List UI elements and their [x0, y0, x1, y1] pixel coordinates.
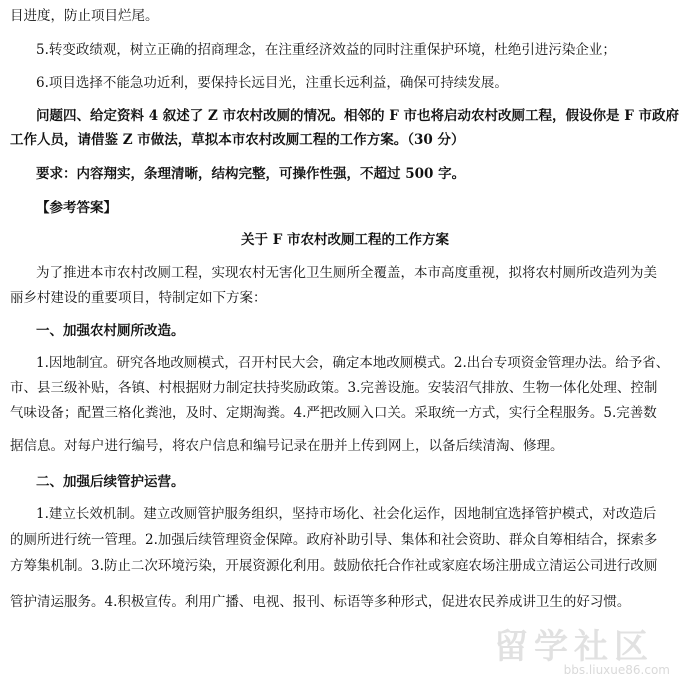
text-line: 目进度，防止项目烂尾。	[10, 8, 159, 24]
text-line: 据信息。对每户进行编号，将农户信息和编号记录在册并上传到网上，以备后续清淘、修理。	[10, 438, 564, 454]
text-line: 的厕所进行统一管理。2.加强后续管理资金保障。政府补助引导、集体和社会资助、群众自筹相结合，探索多	[10, 532, 658, 548]
text-line: 丽乡村建设的重要项目，特制定如下方案：	[10, 290, 267, 306]
text-line: 气味设备；配置三格化粪池，及时、定期淘粪。4.严把改厕入口关。采取统一方式，实行全程服务。5.完善数	[10, 405, 657, 421]
question-line: 工作人员，请借鉴 Z 市做法，草拟本市农村改厕工程的工作方案。（30 分）	[10, 132, 465, 148]
text-line: 5.转变政绩观，树立正确的招商理念，在注重经济效益的同时注重保护环境，杜绝引进污染企业；	[36, 42, 616, 58]
requirement-line: 要求：内容翔实，条理清晰，结构完整，可操作性强，不超过 500 字。	[36, 166, 466, 182]
text-line: 6.项目选择不能急功近利，要保持长远目光，注重长远利益，确保可持续发展。	[36, 75, 508, 91]
watermark-url: bbs.liuxue86.com	[563, 663, 670, 677]
reference-answer-heading: 【参考答案】	[36, 200, 117, 216]
question-line: 问题四、给定资料 4 叙述了 Z 市农村改厕的情况。相邻的 F 市也将启动农村改厕工程，假设你是 F 市政府	[36, 108, 680, 124]
watermark-logo	[486, 619, 676, 679]
section-heading: 二、加强后续管护运营。	[36, 474, 185, 490]
text-line: 方筹集机制。3.防止二次环境污染，开展资源化利用。鼓励依托合作社或家庭农场注册成立清运公司进行改厕	[10, 558, 658, 574]
plan-title: 关于 F 市农村改厕工程的工作方案	[241, 232, 449, 248]
text-line: 1.建立长效机制。建立改厕管护服务组织，坚持市场化、社会化运作，因地制宜选择管护模式，对改造后	[36, 506, 657, 522]
watermark-brand: 留学社区	[494, 627, 654, 667]
text-line: 为了推进本市农村改厕工程，实现农村无害化卫生厕所全覆盖，本市高度重视，拟将农村厕所改造列为美	[36, 265, 657, 281]
text-line: 管护清运服务。4.积极宣传。利用广播、电视、报刊、标语等多种形式，促进农民养成讲卫生的好习惯。	[10, 594, 631, 610]
section-heading: 一、加强农村厕所改造。	[36, 323, 185, 339]
text-line: 市、县三级补贴，各镇、村根据财力制定扶持奖励政策。3.完善设施。安装沼气排放、生物一体化处理、控制	[10, 380, 658, 396]
text-line: 1.因地制宜。研究各地改厕模式，召开村民大会，确定本地改厕模式。2.出台专项资金管理办法。给予省、	[36, 355, 670, 371]
